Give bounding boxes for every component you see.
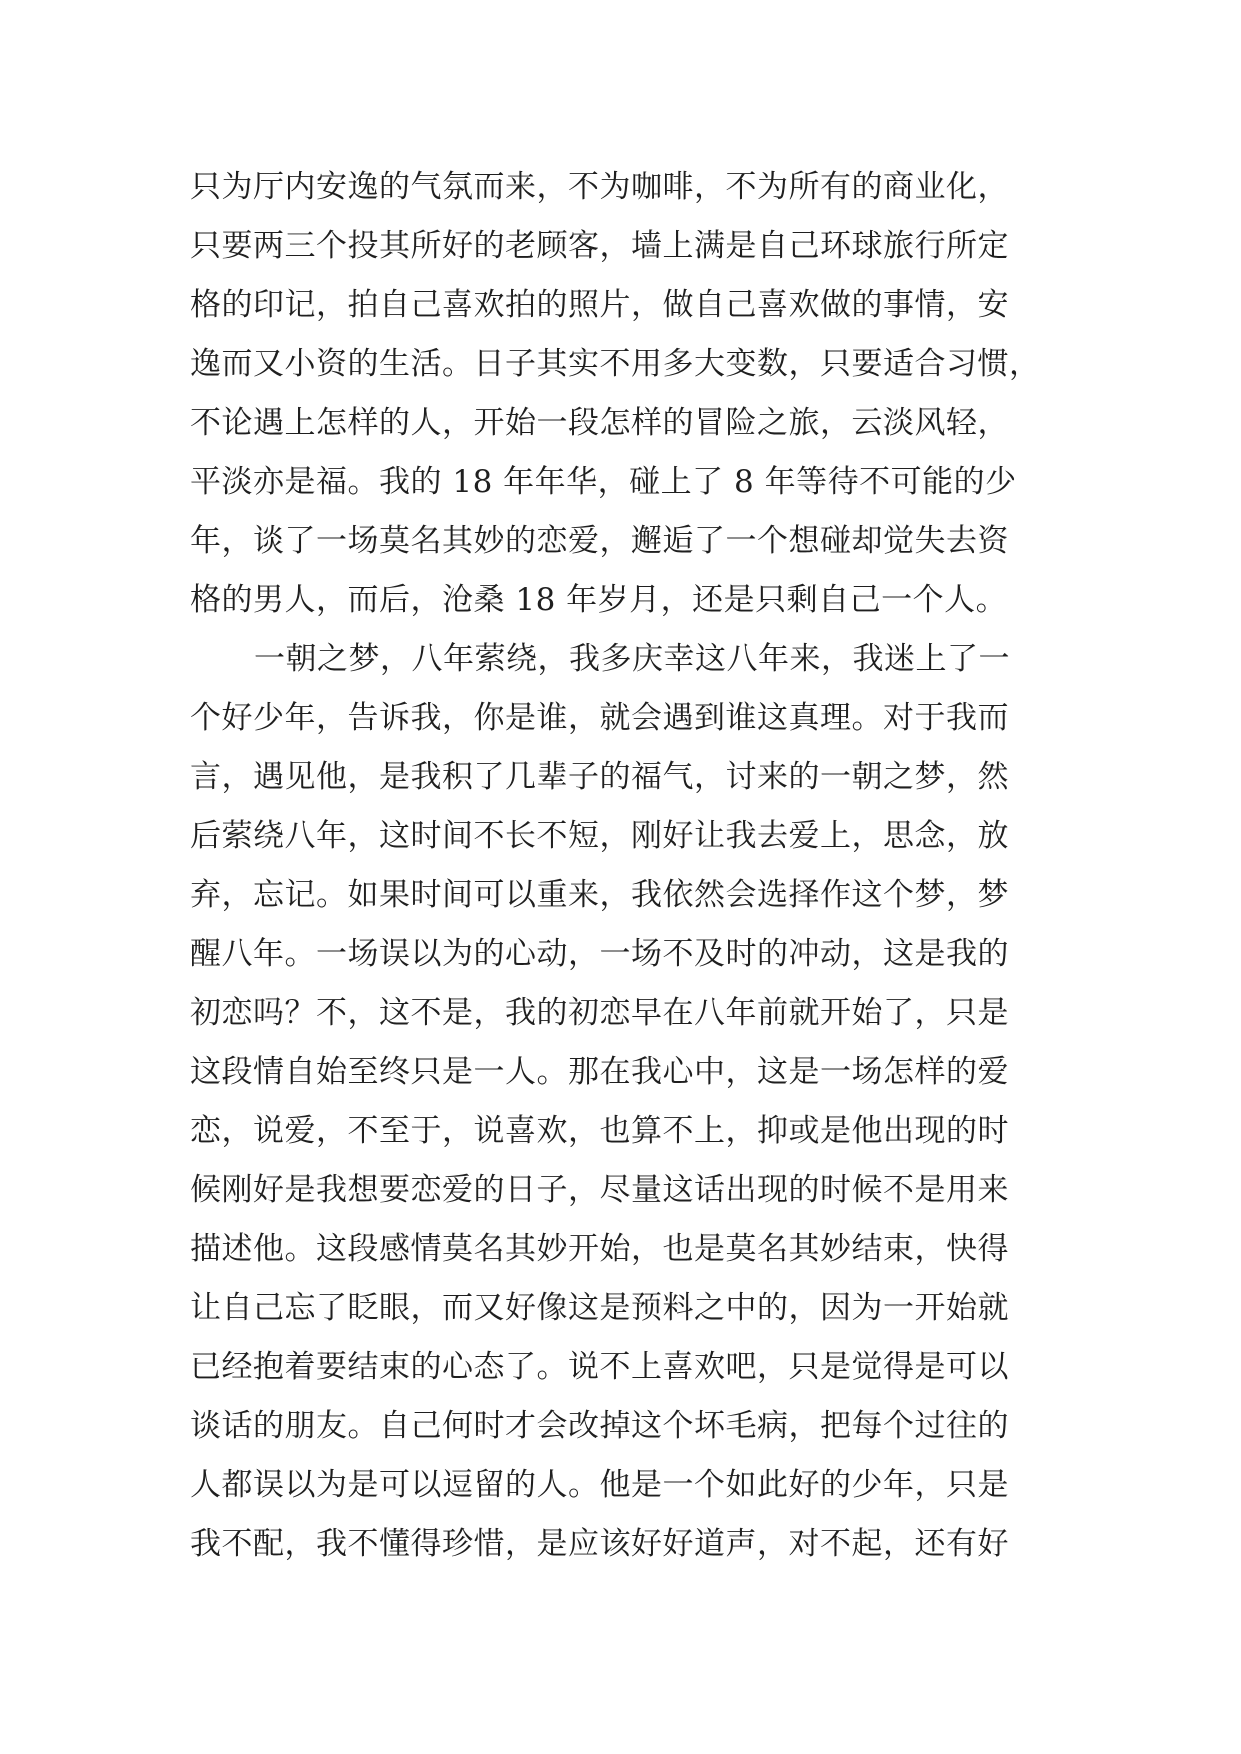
text-line: 谈话的朋友。自己何时才会改掉这个坏毛病，把每个过往的	[190, 1408, 1009, 1444]
text-line: 我不配，我不懂得珍惜，是应该好好道声，对不起，还有好	[190, 1526, 1009, 1562]
text-line: 人都误以为是可以逗留的人。他是一个如此好的少年，只是	[190, 1467, 1009, 1503]
text-line: 后萦绕八年，这时间不长不短，刚好让我去爱上，思念，放	[190, 818, 1009, 854]
text-line: 个好少年，告诉我，你是谁，就会遇到谁这真理。对于我而	[190, 700, 1009, 736]
text-line: 初恋吗？不，这不是，我的初恋早在八年前就开始了，只是	[190, 995, 1009, 1031]
text-line: 年，谈了一场莫名其妙的恋爱，邂逅了一个想碰却觉失去资	[190, 523, 1009, 559]
text-line: 不论遇上怎样的人，开始一段怎样的冒险之旅，云淡风轻，	[190, 405, 1009, 441]
text-line: 平淡亦是福。我的 18 年年华，碰上了 8 年等待不可能的少	[190, 464, 1017, 500]
text-line: 逸而又小资的生活。日子其实不用多大变数，只要适合习惯，	[190, 346, 1041, 382]
text-line: 候刚好是我想要恋爱的日子，尽量这话出现的时候不是用来	[190, 1172, 1009, 1208]
text-line: 恋，说爱，不至于，说喜欢，也算不上，抑或是他出现的时	[190, 1113, 1009, 1149]
text-line: 醒八年。一场误以为的心动，一场不及时的冲动，这是我的	[190, 936, 1009, 972]
text-line: 只要两三个投其所好的老顾客，墙上满是自己环球旅行所定	[190, 228, 1009, 264]
text-line: 只为厅内安逸的气氛而来，不为咖啡，不为所有的商业化，	[190, 169, 1009, 205]
text-line: 弃，忘记。如果时间可以重来，我依然会选择作这个梦，梦	[190, 877, 1009, 913]
text-line: 这段情自始至终只是一人。那在我心中，这是一场怎样的爱	[190, 1054, 1009, 1090]
text-line: 已经抱着要结束的心态了。说不上喜欢吧，只是觉得是可以	[190, 1349, 1009, 1385]
text-line: 言，遇见他，是我积了几辈子的福气，讨来的一朝之梦，然	[190, 759, 1009, 795]
paragraph	[190, 630, 1060, 1574]
text-line: 一朝之梦，八年萦绕，我多庆幸这八年来，我迷上了一	[254, 641, 1010, 677]
text-line: 格的男人，而后，沧桑 18 年岁月，还是只剩自己一个人。	[190, 582, 1008, 618]
text-line: 描述他。这段感情莫名其妙开始，也是莫名其妙结束，快得	[190, 1231, 1009, 1267]
text-line: 格的印记，拍自己喜欢拍的照片，做自己喜欢做的事情，安	[190, 287, 1009, 323]
text-line: 让自己忘了眨眼，而又好像这是预料之中的，因为一开始就	[190, 1290, 1009, 1326]
paragraph	[190, 158, 1060, 630]
body-text	[190, 158, 1060, 1574]
